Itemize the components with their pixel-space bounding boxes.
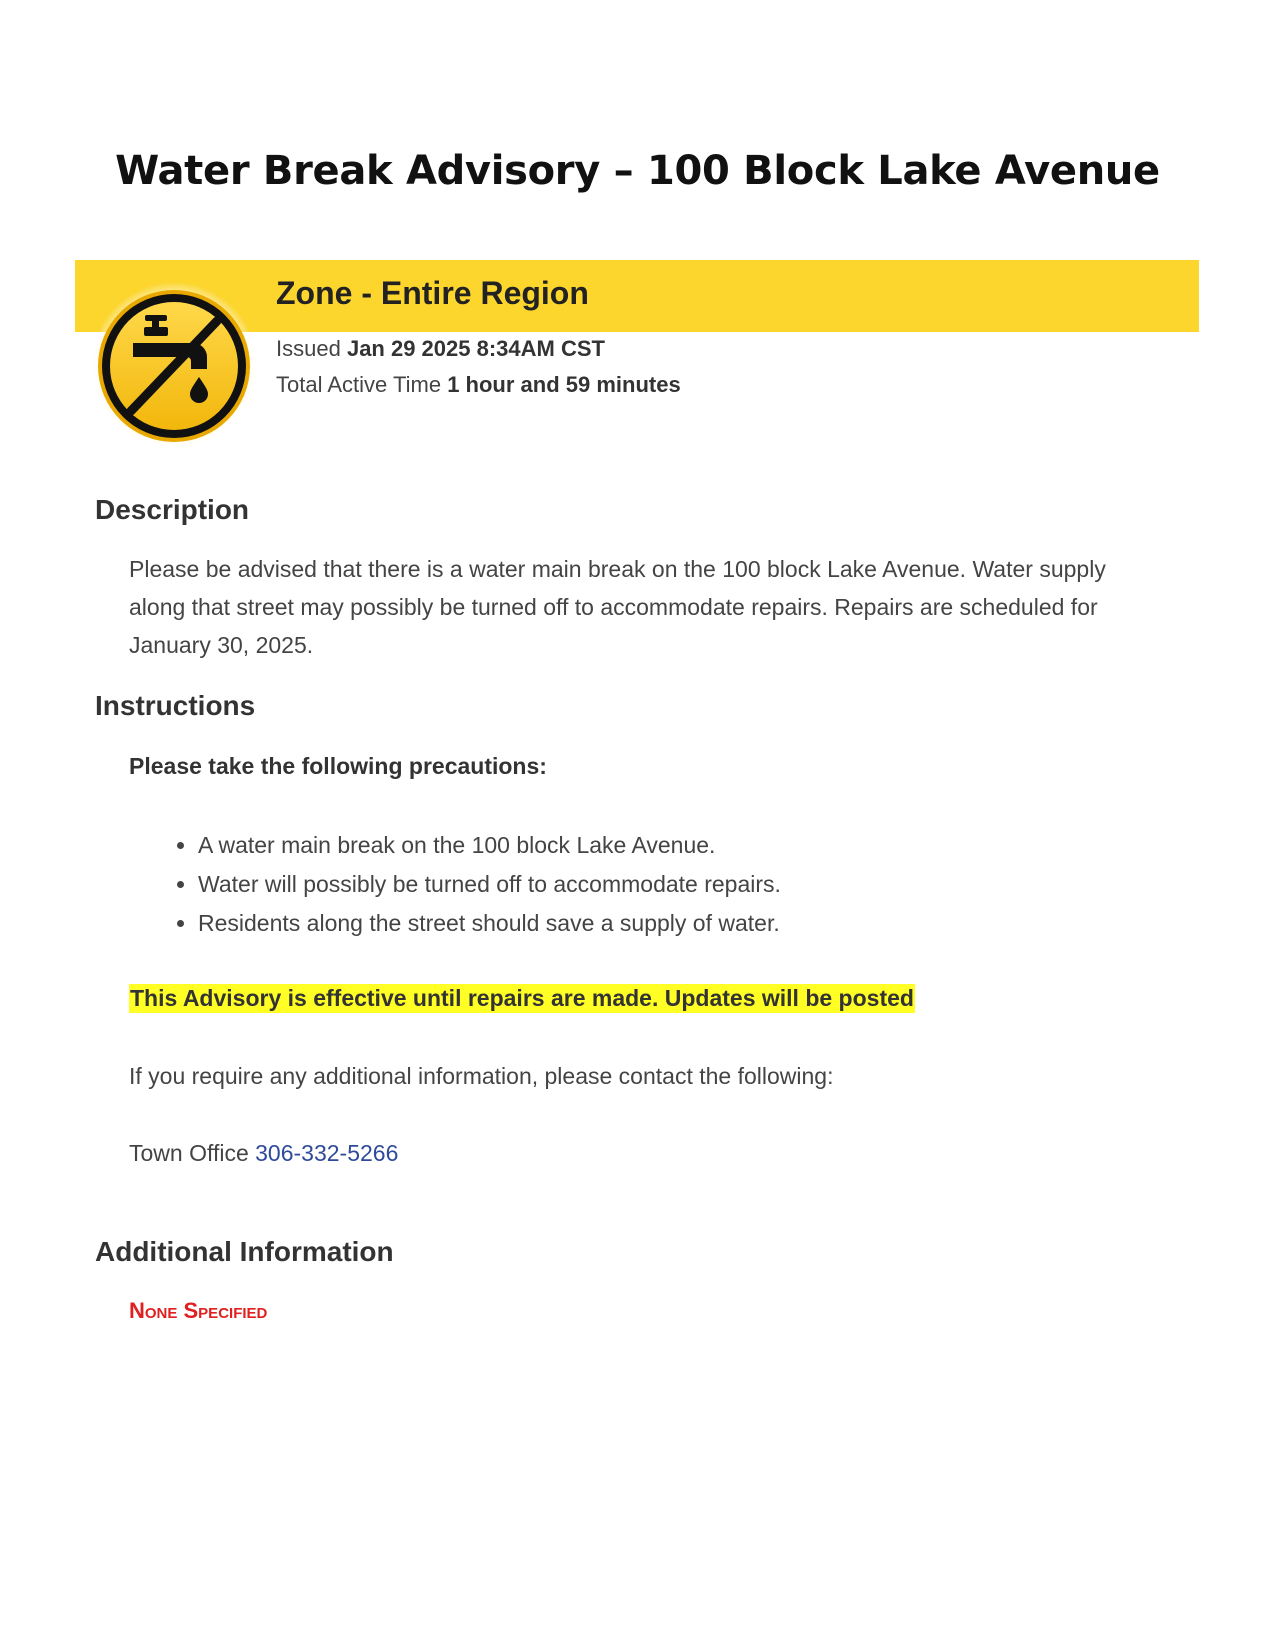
contact-text: If you require any additional information, please contact the following: (129, 1063, 834, 1089)
office-label: Town Office (129, 1140, 249, 1166)
description-text: Please be advised that there is a water main break on the 100 block Lake Avenue. Water supply along that street may possibly be turned off to accommodate repairs. Repairs are scheduled for January 30, 2025. (129, 556, 1106, 658)
no-water-tap-icon (89, 281, 259, 451)
description-heading: Description (95, 494, 250, 525)
office-phone-link[interactable]: 306-332-5266 (255, 1140, 399, 1166)
advisory-highlight: This Advisory is effective until repairs are made. Updates will be posted (130, 985, 914, 1011)
list-item: • Residents along the street should save a supply of water. (198, 904, 781, 943)
active-time-line (276, 372, 681, 398)
office-contact (129, 1140, 398, 1167)
list-item: • A water main break on the 100 block Lake Avenue. (198, 826, 781, 865)
zone-title: Zone - Entire Region (276, 275, 589, 311)
list-item: • Water will possibly be turned off to accommodate repairs. (198, 865, 781, 904)
issued-line (276, 336, 605, 362)
instructions-heading: Instructions (95, 690, 256, 721)
active-time-label: Total Active Time (276, 372, 442, 397)
active-time-value: 1 hour and 59 minutes (447, 372, 681, 397)
page-title: Water Break Advisory – 100 Block Lake Avenue (115, 148, 1160, 194)
additional-info-heading: Additional Information (95, 1236, 394, 1267)
issued-label: Issued (276, 336, 341, 361)
precautions-intro: Please take the following precautions: (129, 753, 547, 779)
none-specified-value: None Specified (129, 1298, 268, 1323)
precautions-list (129, 826, 781, 943)
issued-datetime: Jan 29 2025 8:34AM CST (346, 336, 605, 361)
